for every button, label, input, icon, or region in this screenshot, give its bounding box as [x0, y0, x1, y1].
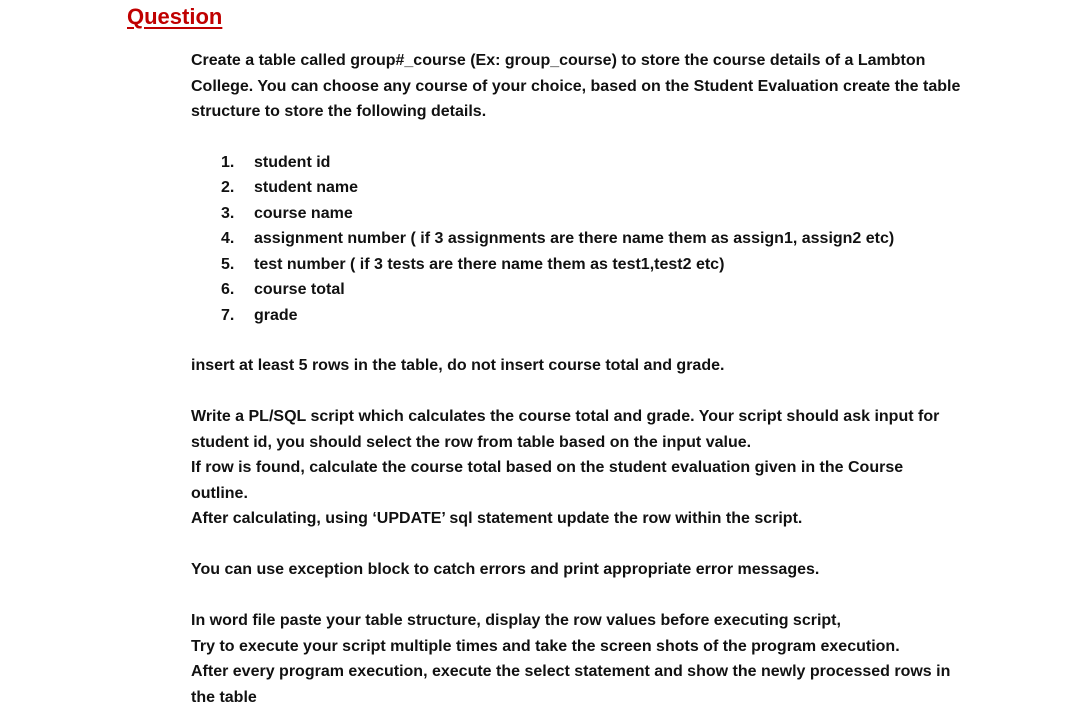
- list-item-number: 7.: [221, 306, 235, 324]
- question-body: [191, 48, 961, 710]
- list-item-text: student id: [254, 153, 331, 171]
- list-item: [221, 175, 961, 201]
- submission-instruction-3: After every program execution, execute the select statement and show the newly processed rows in the table: [191, 663, 951, 706]
- script-instruction-3: After calculating, using ‘UPDATE’ sql statement update the row within the script.: [191, 510, 803, 527]
- list-item-text: course name: [254, 204, 353, 222]
- list-item: [221, 201, 961, 227]
- list-item-number: 4.: [221, 230, 235, 247]
- list-item-text: grade: [254, 306, 298, 324]
- list-item-text: course total: [254, 281, 345, 298]
- list-item-text: assignment number ( if 3 assignments are there name them as assign1, assign2 etc): [254, 230, 895, 247]
- intro-paragraph: Create a table called group#_course (Ex: group_course) to store the course details of a Lambton College. You can choose any course of your choice, based on the Student Evaluation create the table structure to store the following details.: [191, 52, 961, 120]
- script-instruction-2: If row is found, calculate the course total based on the student evaluation given in the Course outline.: [191, 459, 904, 502]
- list-item: [221, 252, 961, 278]
- list-item: [221, 277, 961, 303]
- list-item: [221, 303, 961, 329]
- field-list: [191, 150, 961, 329]
- list-item-number: 5.: [221, 255, 235, 273]
- list-item: [221, 150, 961, 176]
- submission-instruction-2: Try to execute your script multiple times and take the screen shots of the program execution.: [191, 637, 900, 655]
- exception-note: You can use exception block to catch errors and print appropriate error messages.: [191, 561, 820, 578]
- list-item-text: test number ( if 3 tests are there name them as test1,test2 etc): [254, 255, 725, 273]
- page-title: Question: [127, 4, 223, 29]
- list-item-text: student name: [254, 179, 359, 196]
- list-item-number: 3.: [221, 204, 235, 222]
- list-item: [221, 226, 961, 252]
- insert-note: insert at least 5 rows in the table, do not insert course total and grade.: [191, 357, 725, 374]
- script-instruction-1: Write a PL/SQL script which calculates the course total and grade. Your script should ask input for student id, you should select the row from table based on the input value.: [191, 408, 940, 451]
- list-item-number: 2.: [221, 179, 235, 196]
- submission-instruction-1: In word file paste your table structure, display the row values before executing script,: [191, 612, 841, 629]
- list-item-number: 1.: [221, 153, 235, 171]
- list-item-number: 6.: [221, 281, 235, 298]
